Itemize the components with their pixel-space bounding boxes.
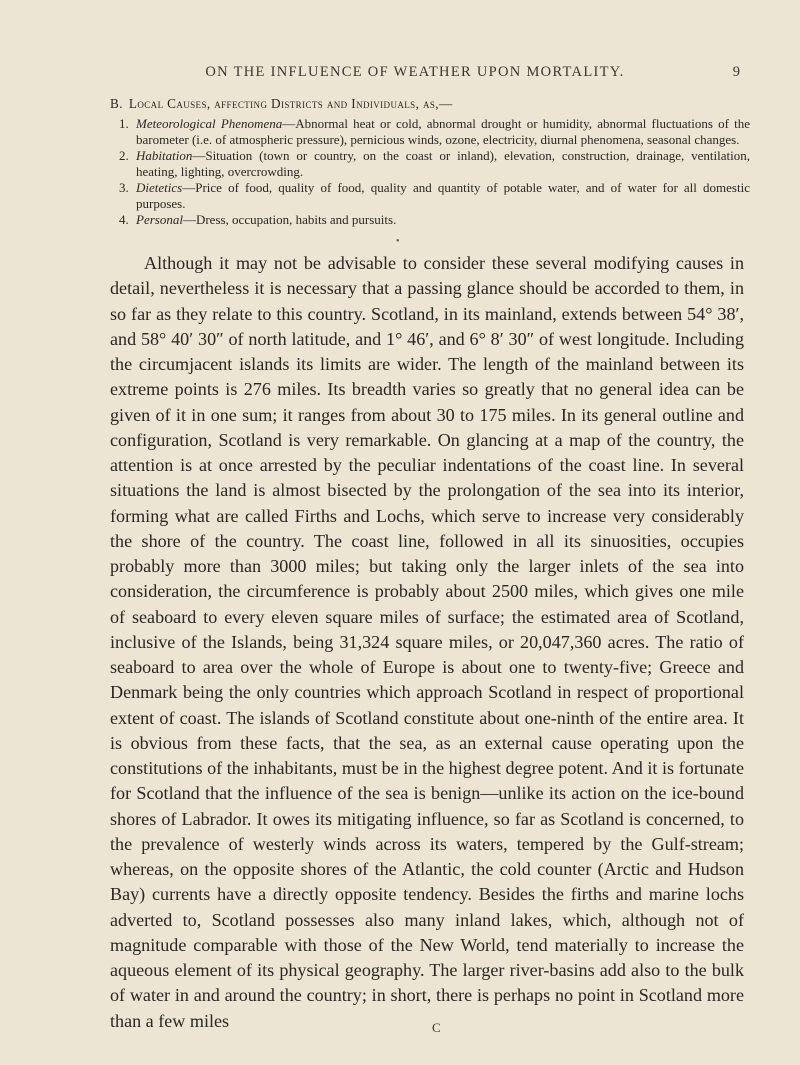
list-item-text: —Price of food, quality of food, quality and quantity of potable water, and of water for all domestic purposes. [136, 180, 750, 211]
signature-mark: C [432, 1020, 441, 1035]
list-item [110, 180, 750, 211]
running-title: ON THE INFLUENCE OF WEATHER UPON MORTALITY. [205, 64, 625, 80]
ornament-bullet-icon: • [396, 236, 400, 247]
list-item-text: —Dress, occupation, habits and pursuits. [182, 212, 397, 227]
list-item-number: 3. [119, 180, 129, 195]
list-item-term: Dietetics [136, 180, 183, 195]
list-item-term: Meteorological Phenomena [136, 116, 283, 131]
section-letter: B. [110, 96, 123, 111]
section-heading-text: Local Causes, affecting Districts and Individuals, as,— [128, 96, 453, 111]
page-number: 9 [732, 64, 740, 80]
list-item-term: Personal [136, 212, 183, 227]
causes-list [110, 116, 750, 228]
list-item-number: 2. [119, 148, 129, 163]
list-item-text: —Situation (town or country, on the coast or inland), elevation, construction, drainage, ventilation, heating, lighting, overcrowding. [136, 148, 750, 179]
list-item-number: 1. [119, 116, 129, 131]
local-causes-section [110, 96, 750, 229]
section-heading [110, 96, 750, 112]
list-item [110, 148, 750, 179]
list-item [110, 116, 750, 147]
list-item-text: —Abnormal heat or cold, abnormal drought or humidity, abnormal fluctuations of the barometer (i.e. of atmospheric pressure), pernicious winds, ozone, electricity, diurnal phenomena, seasonal changes. [136, 116, 750, 147]
list-item-number: 4. [119, 212, 129, 227]
list-item [110, 212, 750, 228]
body-paragraph: Although it may not be advisable to consider these several modifying causes in detail, nevertheless it is necessary that a passing glance should be accorded to them, in so far as they relate to this country. Scotland, in its mainland, extends between 54° 38′, and 58° 40′ 30″ of north latitude, and 1° 46′, and 6° 8′ 30″ of west longitude. Including the circumjacent islands its limits are wider. The length of the mainland between its extreme points is 276 miles. Its breadth varies so greatly that no general idea can be given of it in one sum; it ranges from about 30 to 175 miles. In its general outline and configuration, Scotland is very remarkable. On glancing at a map of the country, the attention is at once arrested by the peculiar indentations of the coast line. In several situations the land is almost bisected by the prolongation of the sea into its interior, forming what are called Firths and Lochs, which serve to increase very considerably the shore of the country. The coast line, followed in all its sinuosities, occupies probably more than 3000 miles; but taking only the larger inlets of the sea into consideration, the circumference is probably about 2500 miles, which gives one mile of seaboard to every eleven square miles of surface; the estimated area of Scotland, inclusive of the Islands, being 31,324 square miles, or 20,047,360 acres. The ratio of seaboard to area over the whole of Europe is about one to twenty-five; Greece and Denmark being the only countries which approach Scotland in respect of proportional extent of coast. The islands of Scotland constitute about one-ninth of the entire area. It is obvious from these facts, that the sea, as an external cause operating upon the constitutions of the inhabitants, must be in the highest degree potent. And it is fortunate for Scotland that the influence of the sea is benign—unlike its action on the ice-bound shores of Labrador. It owes its mitigating influence, so far as Scotland is concerned, to the prevalence of westerly winds across its waters, tempered by the Gulf-stream; whereas, on the opposite shores of the Atlantic, the cold counter (Arctic and Hudson Bay) currents have a directly opposite tendency. Besides the firths and marine lochs adverted to, Scotland possesses also many inland lakes, which, although not of magnitude comparable with those of the New World, tend materially to increase the aqueous element of its physical geography. The larger river-basins add also to the bulk of water in and around the country; in short, there is perhaps no point in Scotland more than a few miles [110, 253, 744, 1031]
list-item-term: Habitation [136, 148, 193, 163]
